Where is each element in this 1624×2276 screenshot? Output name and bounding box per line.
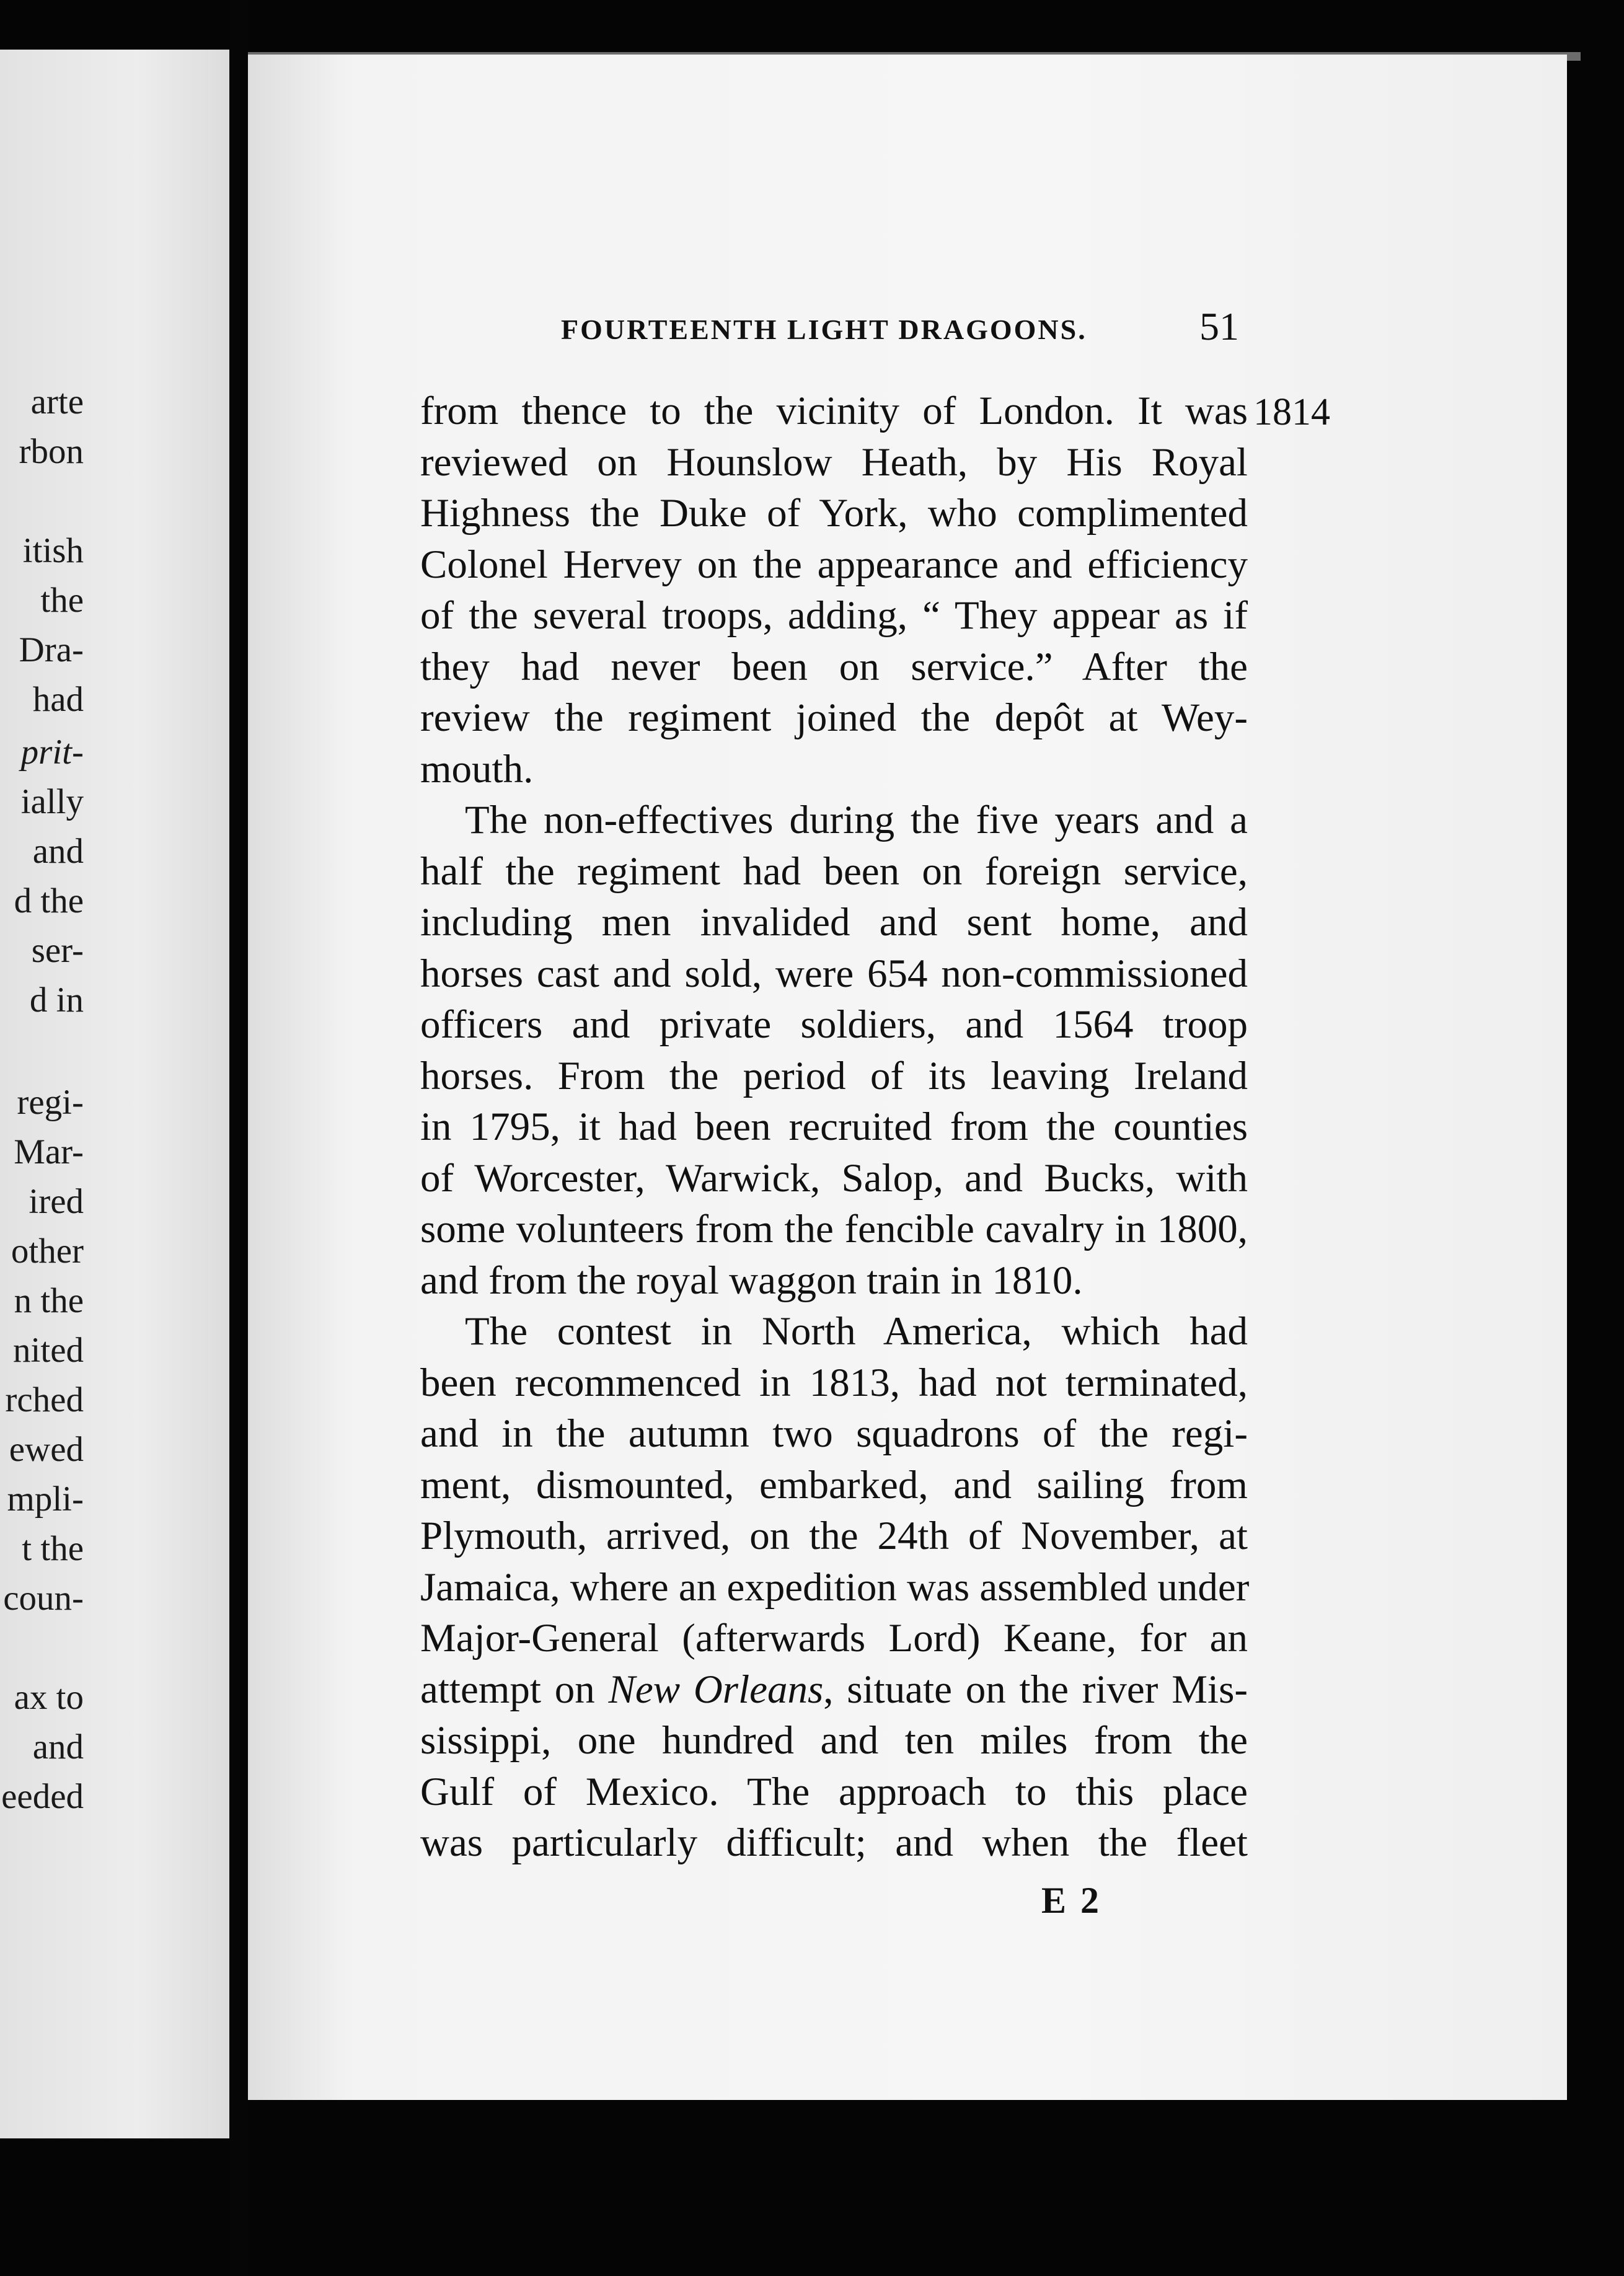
page-number: 51: [1199, 304, 1239, 348]
left-page-text-fragment: Mar-: [14, 1132, 84, 1171]
text-line: and in the autumn two squadrons of the regi-: [420, 1411, 1248, 1456]
text-segment: , situate on the river Mis-: [823, 1667, 1248, 1712]
text-line: been recommenced in 1813, had not terminated,: [420, 1360, 1248, 1405]
text-segment: attempt on: [420, 1667, 609, 1712]
left-page-text-fragment: ax to: [14, 1678, 84, 1717]
left-page-text-fragment: nited: [13, 1331, 84, 1370]
text-line: in 1795, it had been recruited from the counties: [420, 1105, 1248, 1149]
text-line: was particularly difficult; and when the fleet: [420, 1820, 1248, 1865]
text-line: and from the royal waggon train in 1810.: [420, 1258, 1083, 1303]
text-line: The non-effectives during the five years and a: [465, 798, 1248, 842]
text-line: Jamaica, where an expedition was assembled under: [420, 1564, 1250, 1610]
text-line: they had never been on service.” After the: [420, 644, 1248, 689]
left-page-text-fragment: regi-: [17, 1083, 84, 1122]
left-page-text-fragment: n the: [14, 1281, 84, 1320]
left-page-text-fragment: coun-: [3, 1579, 84, 1618]
left-page-text-fragment: itish: [22, 531, 84, 570]
text-line: Major-General (afterwards Lord) Keane, for an: [420, 1616, 1248, 1661]
running-head: FOURTEENTH LIGHT DRAGOONS.: [561, 314, 1087, 345]
left-page-text-fragment: ewed: [9, 1430, 84, 1469]
left-page-text-fragment: the: [40, 581, 84, 620]
left-page-text-fragment: ially: [20, 782, 84, 821]
margin-year-note: 1814: [1253, 391, 1330, 433]
text-line: some volunteers from the fencible cavalry in 1800,: [420, 1207, 1248, 1251]
body-text: [420, 386, 1248, 1869]
text-line: from thence to the vicinity of London. It was: [420, 389, 1248, 433]
left-page-text-fragment: ired: [29, 1182, 84, 1221]
previous-page: [0, 50, 229, 2138]
signature-mark: E 2: [1041, 1880, 1102, 1921]
left-page-text-fragment: Dra-: [19, 630, 84, 669]
text-line: Highness the Duke of York, who complimented: [420, 491, 1248, 536]
left-page-text-fragment: mpli-: [7, 1480, 84, 1519]
text-line: including men invalided and sent home, and: [420, 900, 1248, 945]
text-line: sissippi, one hundred and ten miles from the: [420, 1718, 1248, 1763]
left-page-text-fragment: had: [32, 680, 84, 719]
text-line: Gulf of Mexico. The approach to this place: [420, 1769, 1248, 1814]
text-line: Plymouth, arrived, on the 24th of November, at: [420, 1514, 1248, 1558]
text-line: of the several troops, adding, “ They appear as if: [420, 593, 1248, 638]
left-page-text-fragment: eeded: [1, 1777, 84, 1816]
text-line: horses. From the period of its leaving Ireland: [420, 1053, 1248, 1098]
text-line: half the regiment had been on foreign service,: [420, 849, 1248, 894]
italic-place-name: New Orleans: [608, 1667, 824, 1712]
left-page-text-fragment: and: [32, 1727, 84, 1767]
left-page-text-fragment: other: [11, 1232, 84, 1271]
left-page-text-fragment: arte: [30, 382, 84, 421]
left-page-text-fragment: prit-: [20, 733, 84, 772]
book-gutter: [229, 0, 248, 2276]
left-page-text-fragment: t the: [22, 1529, 84, 1568]
text-line: reviewed on Hounslow Heath, by His Royal: [420, 439, 1248, 485]
text-line: mouth.: [420, 746, 534, 792]
text-line: horses cast and sold, were 654 non-commissioned: [420, 951, 1248, 996]
text-line: ment, dismounted, embarked, and sailing from: [420, 1462, 1248, 1507]
text-line: [420, 1664, 1248, 1716]
left-page-text-fragment: ser-: [31, 931, 84, 970]
left-page-text-fragment: d the: [14, 881, 84, 920]
text-line: Colonel Hervey on the appearance and efficiency: [420, 542, 1248, 587]
left-page-text-fragment: and: [32, 832, 84, 871]
text-line: of Worcester, Warwick, Salop, and Bucks, with: [420, 1155, 1248, 1201]
text-line: The contest in North America, which had: [465, 1309, 1248, 1354]
left-page-text-fragment: rbon: [19, 432, 84, 471]
left-page-text-fragment: rched: [5, 1380, 84, 1419]
left-page-text-fragment: d in: [29, 981, 84, 1020]
text-line: officers and private soldiers, and 1564 troop: [420, 1002, 1248, 1047]
text-line: review the regiment joined the depôt at Wey-: [420, 695, 1248, 740]
